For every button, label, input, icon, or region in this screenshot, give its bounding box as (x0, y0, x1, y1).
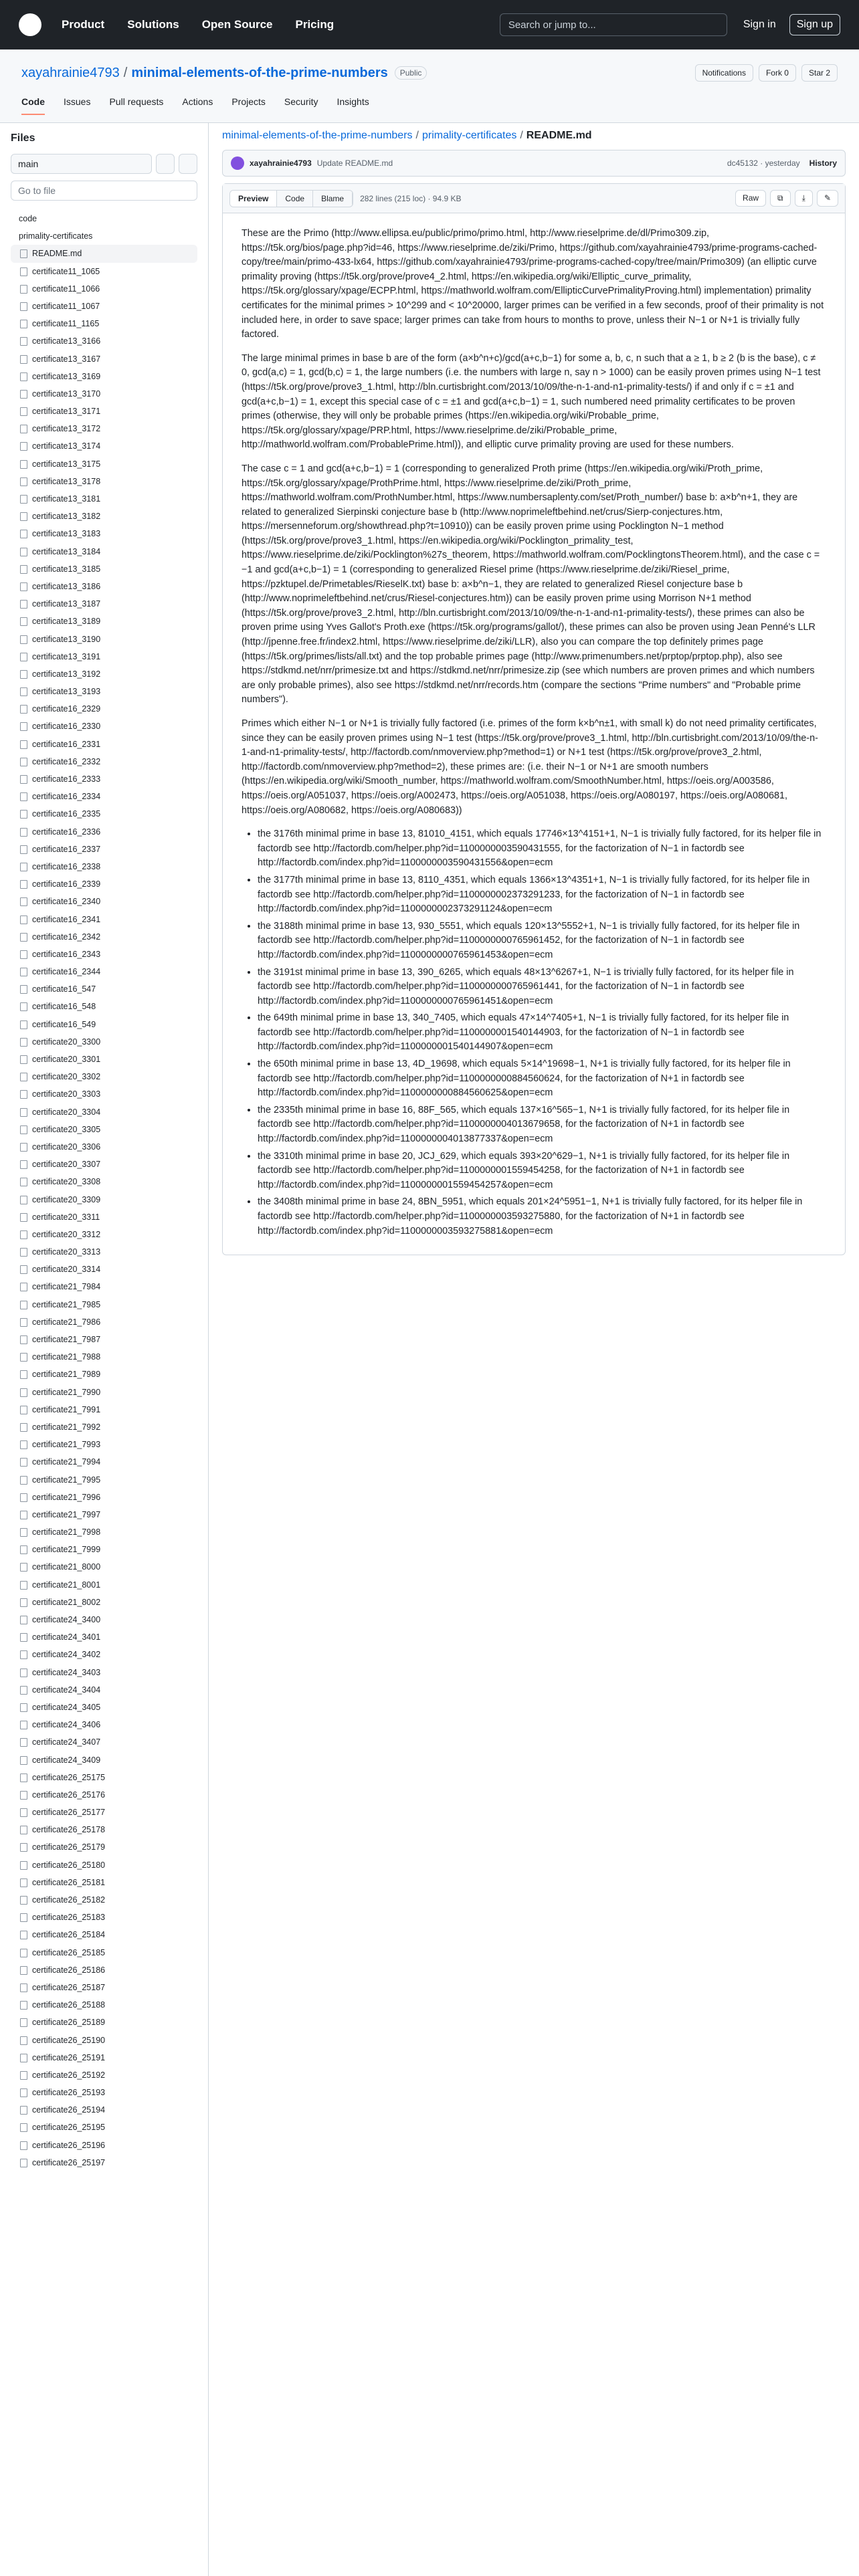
tree-file[interactable]: certificate24_3407 (11, 1733, 197, 1751)
tree-file[interactable]: certificate13_3181 (11, 490, 197, 508)
tree-file[interactable]: certificate11_1067 (11, 298, 197, 315)
tree-file[interactable]: certificate21_7997 (11, 1506, 197, 1523)
sign-up-button[interactable]: Sign up (789, 14, 840, 35)
tree-file[interactable]: certificate21_7994 (11, 1453, 197, 1471)
tree-file[interactable]: certificate13_3182 (11, 508, 197, 525)
tree-file[interactable]: certificate20_3313 (11, 1243, 197, 1261)
tree-file[interactable]: certificate21_7984 (11, 1278, 197, 1295)
tree-file[interactable]: certificate21_7999 (11, 1541, 197, 1558)
tree-file[interactable]: certificate26_25188 (11, 1996, 197, 2014)
list-item: • the 3177th minimal prime in base 13, 8110_4351, which equals 1366×13^4351+1, N−1 is trivially fully factored, for its helper file in factordb see http://factordb.com/helper.php?id=1100000002373291233, for the factorization of N−1 in factordb see http://factordb.com/index.php?id=1100000002373291124&open=ecm (258, 873, 826, 917)
breadcrumb-file: README.md (526, 130, 592, 141)
tree-file[interactable]: certificate21_7990 (11, 1384, 197, 1401)
tree-file[interactable]: certificate26_25189 (11, 2014, 197, 2031)
tree-file[interactable]: certificate26_25195 (11, 2119, 197, 2136)
tree-file[interactable]: certificate11_1065 (11, 263, 197, 280)
download-icon[interactable]: ⤓ (795, 190, 813, 207)
tree-file[interactable]: certificate20_3306 (11, 1138, 197, 1156)
tree-file[interactable]: certificate26_25183 (11, 1909, 197, 1926)
avatar[interactable] (231, 156, 244, 170)
list-item: • the 3188th minimal prime in base 13, 930_5551, which equals 120×13^5552+1, N−1 is trivially fully factored, for its helper file in factordb see http://factordb.com/helper.php?id=1100000000765961452, for the factorization of N−1 in factordb see http://factordb.com/index.php?id=1100000000765961453&open=ecm (258, 920, 826, 963)
list-item: • the 649th minimal prime in base 13, 340_7405, which equals 47×14^7405+1, N−1 is trivially fully factored, for its helper file in factordb see http://factordb.com/helper.php?id=1100000001540144903, for the factorization of N−1 in factordb see http://factordb.com/index.php?id=1100000001540144907&open=ecm (258, 1011, 826, 1055)
latest-commit-bar (222, 150, 846, 177)
tree-file[interactable]: certificate26_25192 (11, 2066, 197, 2084)
tree-file[interactable]: certificate13_3174 (11, 437, 197, 455)
commit-message[interactable]: Update README.md (316, 158, 393, 168)
tree-file[interactable]: certificate26_25181 (11, 1874, 197, 1891)
history-button[interactable]: History (809, 158, 837, 168)
tree-file[interactable]: certificate24_3400 (11, 1611, 197, 1628)
tree-file[interactable]: certificate16_2344 (11, 963, 197, 980)
tree-file[interactable]: certificate13_3175 (11, 455, 197, 473)
tree-file[interactable]: certificate13_3186 (11, 578, 197, 595)
tree-file[interactable]: certificate20_3304 (11, 1103, 197, 1121)
search-input[interactable]: Search or jump to... (500, 13, 727, 36)
nav-open-source[interactable]: Open Source (201, 18, 273, 31)
readme-paragraph: These are the Primo (http://www.ellipsa.eu/public/primo/primo.html, http://www.rieselprime.de/dl/Primo309.zip, https://t5k.org/bios/page.php?id=46, https://www.rieselprime.de/ziki/Primo, https://github.com/xayahrainie4793/prime-programs-cached-copy/tree/main/primo-433-lx64, https://github.com/xayahrainie4793/prime-programs-cached-copy/tree/main/Primo309) (an elliptic curve primality proving (https://t5k.org/prove/prove4_2.html, https://en.wikipedia.org/wiki/Elliptic_curve_primality, https://t5k.org/glossary/xpage/ECPP.html, https://mathworld.wolfram.com/EllipticCurvePrimalityProving.html) implementation) primality certificates for the minimal primes > 10^299 and < 10^20000, larger primes can be verified in a few seconds, proof of their primality is not included here, in order to save space; larger primes can take from hours to months to prove, unless their N−1 or N+1 is trivially fully factored. (242, 228, 824, 340)
file-toolbar (223, 184, 845, 213)
tree-file[interactable]: certificate16_2334 (11, 788, 197, 805)
tree-file[interactable]: certificate21_7989 (11, 1366, 197, 1383)
tree-file[interactable]: certificate16_2336 (11, 823, 197, 841)
file-viewer (222, 183, 846, 1255)
sign-in-link[interactable]: Sign in (743, 19, 776, 30)
tree-file[interactable]: certificate13_3192 (11, 665, 197, 683)
main-content (209, 123, 859, 2576)
tree-file[interactable]: certificate26_25197 (11, 2154, 197, 2171)
list-item: • the 3191st minimal prime in base 13, 390_6265, which equals 48×13^6267+1, N−1 is trivially fully factored, for its helper file in factordb see http://factordb.com/helper.php?id=1100000000765961441, for the factorization of N−1 in factordb see http://factordb.com/index.php?id=1100000000765961451&open=ecm (258, 966, 826, 1009)
readme-paragraph: Primes which either N−1 or N+1 is trivially fully factored (i.e. primes of the form k×b^n±1, with small k) do not need primality certificates, since they can be easily proven primes using N−1 test (https://t5k.org/prove/prove3_1.html, http://bln.curtisbright.com/2013/10/09/the-n-1-and-n1-primality-tests/, http://factordb.com/nmoverview.php?method=1) or N+1 test (https://t5k.org/prove/prove3_2.html, http://factordb.com/nmoverview.php?method=2), these primes are: (i.e. their N−1 or N+1 are smooth numbers (https://en.wikipedia.org/wiki/Smooth_number, https://mathworld.wolfram.com/SmoothNumber.html, https://oeis.org/A003586, https://oeis.org/A051037, https://oeis.org/A002473, https://oeis.org/A051038, https://oeis.org/A080197, https://oeis.org/A080681, https://oeis.org/A080682, https://oeis.org/A080683)) (242, 718, 818, 816)
tree-file[interactable]: certificate13_3166 (11, 332, 197, 350)
tree-file[interactable]: certificate26_25191 (11, 2049, 197, 2066)
blame-button[interactable]: Blame (313, 191, 353, 207)
github-logo-icon[interactable] (19, 13, 41, 36)
tree-file[interactable]: certificate16_2343 (11, 946, 197, 963)
tree-file[interactable]: certificate16_2341 (11, 911, 197, 928)
tree-file[interactable]: certificate13_3171 (11, 403, 197, 420)
tree-file[interactable]: certificate11_1165 (11, 315, 197, 332)
fork-button[interactable]: Fork 0 (759, 64, 796, 82)
tree-file-selected[interactable]: README.md (11, 245, 197, 262)
tree-file[interactable]: certificate24_3406 (11, 1716, 197, 1733)
tree-file[interactable]: certificate16_2332 (11, 753, 197, 770)
nav-pricing[interactable]: Pricing (295, 18, 335, 31)
tree-file[interactable]: certificate16_2331 (11, 736, 197, 753)
tree-file[interactable]: certificate24_3405 (11, 1699, 197, 1716)
nav-solutions[interactable]: Solutions (127, 18, 179, 31)
tree-file[interactable]: certificate26_25178 (11, 1821, 197, 1838)
tree-file[interactable]: certificate26_25196 (11, 2137, 197, 2154)
tab-issues[interactable]: Issues (64, 96, 91, 107)
tree-file[interactable]: certificate20_3308 (11, 1173, 197, 1190)
tree-file[interactable]: certificate21_7985 (11, 1296, 197, 1313)
tree-file[interactable]: certificate16_2337 (11, 841, 197, 858)
tree-file[interactable]: certificate26_25177 (11, 1804, 197, 1821)
tree-file[interactable]: certificate21_8002 (11, 1594, 197, 1611)
tree-file[interactable]: certificate21_8001 (11, 1576, 197, 1594)
tree-file[interactable]: certificate20_3314 (11, 1261, 197, 1278)
tree-file[interactable]: certificate13_3172 (11, 420, 197, 437)
tree-file[interactable]: certificate26_25182 (11, 1891, 197, 1909)
file-tree (11, 210, 197, 2171)
tree-file[interactable]: certificate20_3301 (11, 1051, 197, 1068)
tab-projects[interactable]: Projects (231, 96, 266, 107)
tree-file[interactable]: certificate21_7993 (11, 1436, 197, 1453)
breadcrumb-dir[interactable]: primality-certificates (421, 130, 517, 141)
file-meta: 282 lines (215 loc) · 94.9 KB (360, 193, 462, 203)
tree-dir-primality-certificates[interactable]: primality-certificates (19, 231, 93, 241)
repo-header: xayahrainie4793 / minimal-elements-of-the-prime-numbers Public Notifications Fork 0 Star 2 Code Issues Pull requests Actions Projects Security Insights (0, 49, 859, 123)
tab-pull-requests[interactable]: Pull requests (109, 96, 164, 107)
tree-file[interactable]: certificate16_2330 (11, 718, 197, 735)
tree-file[interactable]: certificate16_2335 (11, 805, 197, 823)
readme-paragraph: The large minimal primes in base b are of the form (a×b^n+c)/gcd(a+c,b−1) for some a, b, c, n such that a ≥ 1, b ≥ 2 (b is the base), c ≠ 0, gcd(a,c) = 1, gcd(b,c) = 1, the large numbers (i.e. the numbers with large n, say n > 1000) can be easily proven primes using N−1 test (https://t5k.org/prove/prove3_1.html, http://bln.curtisbright.com/2013/10/09/the-n-1-and-n1-primality-tests/) if and only if c = ±1 and gcd(a+c,b−1) = 1, except this special case of c = ±1 and gcd(a+c,b−1) = 1, such numbered need primality certificates to be proven primes (otherwise, they will only be probable primes (https://en.wikipedia.org/wiki/Probable_prime, https://t5k.org/glossary/xpage/PRP.html, https://www.rieselprime.de/ziki/Probable_prime, http://mathworld.wolfram.com/ProbablePrime.html)), and elliptic curve primality proving are used for these numbers. (242, 352, 821, 451)
edit-icon[interactable]: ✎ (817, 190, 838, 207)
tab-insights[interactable]: Insights (337, 96, 369, 107)
tree-file[interactable]: certificate13_3184 (11, 543, 197, 560)
tree-file[interactable]: certificate20_3307 (11, 1156, 197, 1173)
tab-actions[interactable]: Actions (182, 96, 213, 107)
search-files-button[interactable] (179, 154, 197, 174)
nav-product[interactable]: Product (62, 18, 105, 31)
raw-button[interactable]: Raw (735, 190, 766, 207)
preview-button[interactable]: Preview (230, 191, 277, 207)
tree-file[interactable]: certificate13_3169 (11, 368, 197, 385)
tree-file[interactable]: certificate26_25190 (11, 2032, 197, 2049)
tree-file[interactable]: certificate13_3191 (11, 648, 197, 665)
notifications-button[interactable]: Notifications (695, 64, 753, 82)
tree-file[interactable]: certificate26_25185 (11, 1944, 197, 1961)
tree-file[interactable]: certificate13_3189 (11, 613, 197, 630)
tree-file[interactable]: certificate20_3309 (11, 1191, 197, 1208)
tree-file[interactable]: certificate24_3402 (11, 1646, 197, 1663)
tree-file[interactable]: certificate24_3404 (11, 1681, 197, 1699)
add-file-button[interactable] (156, 154, 175, 174)
tree-file[interactable]: certificate26_25193 (11, 2084, 197, 2101)
tree-file[interactable]: certificate20_3311 (11, 1208, 197, 1226)
tree-file[interactable]: certificate21_7992 (11, 1418, 197, 1436)
tree-file[interactable]: certificate13_3190 (11, 631, 197, 648)
tree-dir-code[interactable]: code (19, 214, 37, 223)
tree-file[interactable]: certificate16_2329 (11, 700, 197, 718)
tree-file[interactable]: certificate13_3187 (11, 595, 197, 613)
code-view-button[interactable]: Code (277, 191, 313, 207)
commit-author[interactable]: xayahrainie4793 (250, 158, 312, 168)
tree-file[interactable]: certificate21_7991 (11, 1401, 197, 1418)
tree-file[interactable]: certificate26_25179 (11, 1838, 197, 1856)
star-button[interactable]: Star 2 (801, 64, 838, 82)
tab-code[interactable]: Code (21, 96, 45, 115)
tree-file[interactable]: certificate13_3170 (11, 385, 197, 403)
list-item: • the 3310th minimal prime in base 20, JCJ_629, which equals 393×20^629−1, N+1 is trivially fully factored, for its helper file in factordb see http://factordb.com/helper.php?id=1100000001559454258, for the factorization of N+1 in factordb see http://factordb.com/index.php?id=1100000001559454257&open=ecm (258, 1150, 826, 1193)
tree-file[interactable]: certificate21_7996 (11, 1489, 197, 1506)
list-item: • the 2335th minimal prime in base 16, 88F_565, which equals 137×16^565−1, N+1 is trivially fully factored, for its helper file in factordb see http://factordb.com/helper.php?id=1100000004013679658, for the factorization of N+1 in factordb see http://factordb.com/index.php?id=1100000004013877337&open=ecm (258, 1103, 826, 1147)
list-item: • the 3408th minimal prime in base 24, 8BN_5951, which equals 201×24^5951−1, N+1 is trivially fully factored, for its helper file in factordb see http://factordb.com/helper.php?id=1100000003593275880, for the factorization of N+1 in factordb see http://factordb.com/index.php?id=1100000003593275881&open=ecm (258, 1195, 826, 1239)
list-item: • the 650th minimal prime in base 13, 4D_19698, which equals 5×14^19698−1, N+1 is trivially fully factored, for its helper file in factordb see http://factordb.com/helper.php?id=1100000000884560624, for the factorization of N+1 in factordb see http://factordb.com/index.php?id=1100000000884560625&open=ecm (258, 1057, 826, 1101)
list-item: • the 3176th minimal prime in base 13, 81010_4151, which equals 17746×13^4151+1, N−1 is trivially fully factored, for its helper file in factordb see http://factordb.com/helper.php?id=1100000003590431555, for the factorization of N−1 in factordb see http://factordb.com/index.php?id=1100000003590431556&open=ecm (258, 827, 826, 871)
tree-file[interactable]: certificate13_3185 (11, 560, 197, 578)
tree-file[interactable]: certificate11_1066 (11, 280, 197, 298)
repo-name-link[interactable]: minimal-elements-of-the-prime-numbers (131, 65, 388, 80)
tree-file[interactable]: certificate16_2342 (11, 928, 197, 946)
tree-file[interactable]: certificate13_3178 (11, 473, 197, 490)
tree-file[interactable]: certificate26_25194 (11, 2101, 197, 2119)
tree-file[interactable]: certificate13_3193 (11, 683, 197, 700)
prime-list (242, 827, 826, 1239)
global-header (0, 0, 859, 49)
tree-file[interactable]: certificate16_549 (11, 1016, 197, 1033)
tree-file[interactable]: certificate21_8000 (11, 1558, 197, 1576)
tree-file[interactable]: certificate26_25176 (11, 1786, 197, 1804)
tree-file[interactable]: certificate21_7986 (11, 1313, 197, 1331)
tree-file[interactable]: certificate24_3409 (11, 1751, 197, 1769)
readme-body (223, 213, 845, 1255)
tree-file[interactable]: certificate16_2338 (11, 858, 197, 875)
tree-file[interactable]: certificate16_2333 (11, 770, 197, 788)
tree-file[interactable]: certificate20_3305 (11, 1121, 197, 1138)
branch-select[interactable]: main (11, 154, 152, 174)
tree-file[interactable]: certificate16_547 (11, 980, 197, 998)
file-tree-sidebar (0, 123, 209, 2576)
copy-icon[interactable]: ⧉ (770, 190, 791, 207)
tree-file[interactable]: certificate20_3300 (11, 1033, 197, 1051)
tree-file[interactable]: certificate20_3303 (11, 1085, 197, 1103)
tab-security[interactable]: Security (284, 96, 318, 107)
commit-hash[interactable]: dc45132 · yesterday (727, 158, 800, 168)
tree-file[interactable]: certificate26_25180 (11, 1856, 197, 1874)
visibility-badge: Public (395, 66, 427, 80)
readme-paragraph: The case c = 1 and gcd(a+c,b−1) = 1 (corresponding to generalized Proth prime (https://en.wikipedia.org/wiki/Proth_prime, https://t5k.org/glossary/xpage/ProthPrime.html, https://www.rieselprime.de/ziki/Proth_prime, https://mathworld.wolfram.com/ProthNumber.html, https://www.numbersaplenty.com/set/Proth_number/) base b: a×b^n+1, they are related to generalized Sierpinski conjecture base b (http://www.noprimeleftbehind.net/crus/Sierp-conjectures.htm, https://mersenneforum.org/showthread.php?t=10910)) can be easily proven prime using Pocklington N−1 method (https://t5k.org/prove/prove3_1.html, https://en.wikipedia.org/wiki/Pocklington_primality_test, https://www.rieselprime.de/ziki/Pocklington%27s_theorem, https://mathworld.wolfram.com/PocklingtonsTheorem.html), and the case c = −1 and gcd(a+c,b−1) = 1 (corresponding to generalized Riesel prime (https://www.rieselprime.de/ziki/Riesel_prime, https://pzktupel.de/Primetables/RieselK.txt) base b: a×b^n−1, they are related to generalized Riesel conjecture base b (http://www.noprimeleftbehind.net/crus/Riesel-conjectures.htm)) can be easily proven prime using Morrison N+1 method (https://t5k.org/prove/prove3_2.html, http://bln.curtisbright.com/2013/10/09/the-n-1-and-n1-primality-tests/), these primes can also be proven prime using Yves Gallot's Proth.exe (https://t5k.org/programs/gallot/), these primes can also be proven using Jean Penné's LLR (http://jpenne.free.fr/index2.html, https://www.rieselprime.de/ziki/LLR), also you can compare the top definitely primes page (https://t5k.org/primes/lists/all.txt) and the top probable primes page (http://www.primenumbers.net/prptop/prptop.php), also see https://stdkmd.net/nrr/primesize.txt and https://stdkmd.net/nrr/primesize.zip (see which numbers are proven primes and which numbers are only probable primes), also see https://stdkmd.net/nrr/records.htm (compare the sections "Prime numbers" and "Probable prime numbers"). (242, 463, 820, 706)
tree-file[interactable]: certificate24_3403 (11, 1664, 197, 1681)
tree-file[interactable]: certificate16_2340 (11, 893, 197, 910)
tree-file[interactable]: certificate21_7995 (11, 1471, 197, 1489)
tree-file[interactable]: certificate13_3167 (11, 350, 197, 368)
tree-file[interactable]: certificate21_7988 (11, 1348, 197, 1366)
breadcrumb: minimal-elements-of-the-prime-numbers / primality-certificates / README.md (222, 130, 592, 141)
tree-file[interactable]: certificate16_548 (11, 998, 197, 1015)
tree-file[interactable]: certificate26_25187 (11, 1979, 197, 1996)
tree-file[interactable]: certificate26_25186 (11, 1961, 197, 1979)
tree-file[interactable]: certificate21_7987 (11, 1331, 197, 1348)
tree-file[interactable]: certificate13_3183 (11, 525, 197, 542)
tree-file[interactable]: certificate26_25175 (11, 1769, 197, 1786)
repo-owner-link[interactable]: xayahrainie4793 (21, 65, 120, 80)
tree-file[interactable]: certificate26_25184 (11, 1926, 197, 1943)
tree-file[interactable]: certificate24_3401 (11, 1628, 197, 1646)
go-to-file-input[interactable]: Go to file (11, 181, 197, 201)
tree-file[interactable]: certificate16_2339 (11, 875, 197, 893)
breadcrumb-repo[interactable]: minimal-elements-of-the-prime-numbers (222, 130, 413, 141)
tree-file[interactable]: certificate20_3302 (11, 1068, 197, 1085)
tree-file[interactable]: certificate21_7998 (11, 1523, 197, 1541)
tree-file[interactable]: certificate20_3312 (11, 1226, 197, 1243)
files-title: Files (11, 132, 35, 144)
